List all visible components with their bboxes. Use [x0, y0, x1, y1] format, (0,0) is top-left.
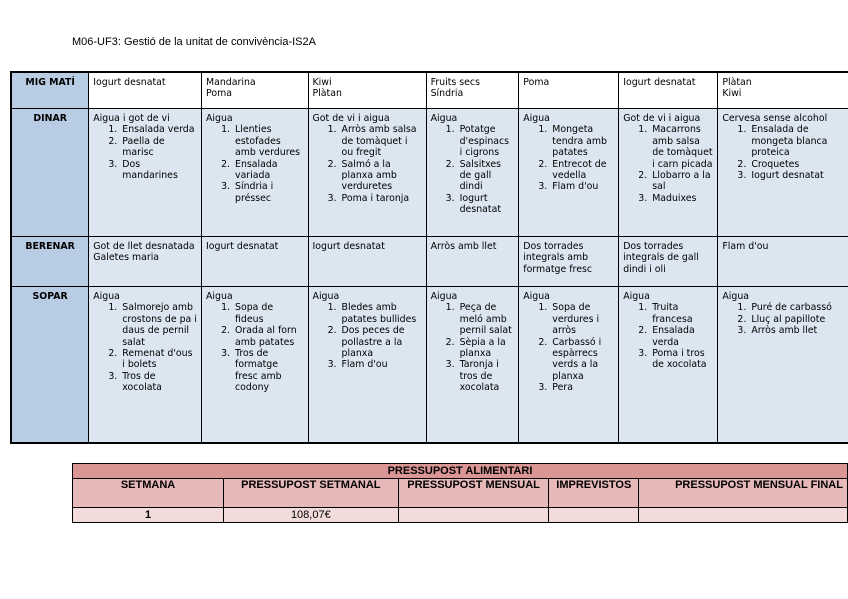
- dish-list: [431, 124, 515, 215]
- menu-cell-text: Aigua: [430, 291, 458, 302]
- meal-label: MIG MATÍ: [11, 72, 89, 109]
- dish-item: 2. Paella de marisc: [120, 136, 197, 159]
- dish-item: 3. Poma i tros de xocolata: [650, 348, 713, 371]
- menu-cell[interactable]: [426, 109, 519, 237]
- dish-list: [313, 124, 422, 204]
- menu-cell-text: Aigua: [206, 113, 233, 124]
- menu-cell-text: Iogurt desnatat: [623, 77, 696, 88]
- budget-header-weekly: PRESSUPOST SETMANAL: [224, 479, 399, 508]
- menu-cell-text: Plàtan Kiwi: [722, 77, 752, 100]
- menu-cell[interactable]: [718, 72, 848, 109]
- menu-cell-text: Aigua i got de vi: [93, 113, 170, 124]
- dish-item: 1. Truita francesa: [650, 302, 713, 325]
- document-title: M06-UF3: Gestió de la unitat de convivència-IS2A: [72, 36, 316, 48]
- dish-list: [722, 302, 844, 336]
- menu-cell[interactable]: [308, 72, 426, 109]
- dish-item: 1. Puré de carbassó: [749, 302, 844, 313]
- menu-cell-text: Arròs amb llet: [430, 241, 497, 252]
- dish-item: 2. Lluç al papillote: [749, 314, 844, 325]
- dish-item: 1. Mongeta tendra amb patates: [550, 124, 614, 158]
- menu-cell-text: Kiwi Plàtan: [312, 77, 342, 100]
- dish-item: 1. Ensalada verda: [120, 124, 197, 135]
- menu-cell[interactable]: [619, 72, 718, 109]
- dish-item: 2. Ensalada variada: [233, 159, 304, 182]
- menu-cell[interactable]: [619, 109, 718, 237]
- menu-cell[interactable]: [519, 287, 619, 444]
- menu-cell[interactable]: [519, 109, 619, 237]
- dish-list: [623, 124, 713, 204]
- menu-cell[interactable]: [89, 237, 202, 287]
- dish-list: [313, 302, 422, 370]
- dish-item: 3. Arròs amb llet: [749, 325, 844, 336]
- menu-cell[interactable]: [202, 287, 309, 444]
- budget-unforeseen-value[interactable]: [549, 508, 639, 523]
- dish-item: 3. Tros de formatge fresc amb codony: [233, 348, 304, 394]
- dish-item: 1. Sopa de fideus: [233, 302, 304, 325]
- menu-cell[interactable]: [519, 237, 619, 287]
- menu-cell-text: Aigua: [312, 291, 340, 302]
- dish-item: 3. Síndria i préssec: [233, 181, 304, 204]
- menu-cell[interactable]: [426, 287, 519, 444]
- dish-item: 1. Sopa de verdures i arròs: [550, 302, 614, 336]
- dish-item: 1. Macarrons amb salsa de tomàquet i carn picada: [650, 124, 713, 170]
- dish-item: 3. Poma i taronja: [340, 193, 422, 204]
- menu-cell[interactable]: [308, 287, 426, 444]
- dish-item: 3. Flam d'ou: [340, 359, 422, 370]
- budget-weekly-value[interactable]: 108,07€: [224, 508, 399, 523]
- menu-cell-text: Iogurt desnatat: [312, 241, 385, 252]
- meal-label: BERENAR: [11, 237, 89, 287]
- dish-item: 2. Carbassó i espàrrecs verds a la planxa: [550, 337, 614, 383]
- dish-item: 1. Potatge d'espinacs i cigrons: [458, 124, 515, 158]
- budget-header-unforeseen: IMPREVISTOS: [549, 479, 639, 508]
- dish-item: 2. Dos peces de pollastre a la planxa: [340, 325, 422, 359]
- dish-list: [623, 302, 713, 370]
- budget-header-final: PRESSUPOST MENSUAL FINAL: [639, 479, 848, 508]
- dish-item: 2. Croquetes: [749, 159, 844, 170]
- meal-label: SOPAR: [11, 287, 89, 444]
- dish-item: 3. Tros de xocolata: [120, 371, 197, 394]
- dish-item: 1. Llenties estofades amb verdures: [233, 124, 304, 158]
- dish-item: 2. Sèpia a la planxa: [458, 337, 515, 360]
- dish-item: 1. Salmorejo amb crostons de pa i daus de pernil salat: [120, 302, 197, 348]
- meal-row: [11, 287, 848, 444]
- menu-cell-text: Aigua: [93, 291, 120, 302]
- menu-cell-text: Fruits secs Síndria: [430, 77, 480, 100]
- dish-item: 1. Ensalada de mongeta blanca proteica: [749, 124, 844, 158]
- menu-cell-text: Flam d'ou: [722, 241, 769, 252]
- menu-cell-text: Iogurt desnatat: [93, 77, 166, 88]
- dish-item: 2. Salsitxes de gall dindi: [458, 159, 515, 193]
- dish-item: 3. Taronja i tros de xocolata: [458, 359, 515, 393]
- budget-monthly-value[interactable]: [398, 508, 549, 523]
- dish-list: [206, 302, 304, 393]
- menu-cell-text: Iogurt desnatat: [206, 241, 279, 252]
- dish-item: 3. Dos mandarines: [120, 159, 197, 182]
- dish-item: 2. Remenat d'ous i bolets: [120, 348, 197, 371]
- budget-header-monthly: PRESSUPOST MENSUAL: [398, 479, 549, 508]
- menu-cell[interactable]: [619, 237, 718, 287]
- menu-cell-text: Aigua: [523, 291, 550, 302]
- meal-row: [11, 237, 848, 287]
- menu-cell-text: Mandarina Poma: [206, 77, 256, 100]
- dish-item: 2. Orada al forn amb patates: [233, 325, 304, 348]
- dish-item: 2. Ensalada verda: [650, 325, 713, 348]
- menu-cell-text: Poma: [523, 77, 550, 88]
- menu-cell[interactable]: [308, 109, 426, 237]
- menu-cell-text: Aigua: [430, 113, 458, 124]
- menu-cell[interactable]: [519, 72, 619, 109]
- dish-item: 2. Llobarro a la sal: [650, 170, 713, 193]
- menu-cell-text: Got de vi i aigua: [312, 113, 390, 124]
- menu-cell-text: Dos torrades integrals de gall dindi i oli: [623, 241, 699, 275]
- menu-cell[interactable]: [202, 72, 309, 109]
- dish-list: [722, 124, 844, 181]
- menu-cell-text: Aigua: [523, 113, 550, 124]
- menu-cell[interactable]: [202, 109, 309, 237]
- menu-cell[interactable]: [718, 237, 848, 287]
- menu-cell-text: Aigua: [623, 291, 650, 302]
- weekly-menu-table: [10, 71, 848, 444]
- dish-list: [523, 302, 614, 393]
- menu-cell[interactable]: [89, 287, 202, 444]
- menu-cell[interactable]: [426, 72, 519, 109]
- meal-label: DINAR: [11, 109, 89, 237]
- menu-cell[interactable]: [718, 287, 848, 444]
- menu-cell-text: Cervesa sense alcohol: [722, 113, 828, 124]
- menu-cell-text: Got de vi i aigua: [623, 113, 701, 124]
- meal-row: [11, 109, 848, 237]
- dish-item: 3. Iogurt desnatat: [749, 170, 844, 181]
- food-budget-table: [72, 463, 848, 523]
- dish-item: 3. Iogurt desnatat: [458, 193, 515, 216]
- menu-cell-text: Got de llet desnatada Galetes maria: [93, 241, 195, 264]
- dish-list: [93, 302, 197, 393]
- dish-list: [206, 124, 304, 204]
- budget-week-value[interactable]: 1: [73, 508, 224, 523]
- budget-final-value[interactable]: [639, 508, 848, 523]
- menu-cell[interactable]: [202, 237, 309, 287]
- menu-cell-text: Aigua: [206, 291, 233, 302]
- menu-cell[interactable]: [89, 72, 202, 109]
- menu-cell[interactable]: [426, 237, 519, 287]
- dish-item: 3. Maduixes: [650, 193, 713, 204]
- dish-item: 3. Pera: [550, 382, 614, 393]
- menu-cell-text: Aigua: [722, 291, 750, 302]
- menu-cell[interactable]: [89, 109, 202, 237]
- meal-row: [11, 72, 848, 109]
- dish-item: 2. Salmó a la planxa amb verduretes: [340, 159, 422, 193]
- dish-list: [523, 124, 614, 192]
- menu-cell[interactable]: [308, 237, 426, 287]
- dish-list: [93, 124, 197, 181]
- budget-title: PRESSUPOST ALIMENTARI: [73, 464, 848, 479]
- menu-cell[interactable]: [619, 287, 718, 444]
- dish-item: 1. Arròs amb salsa de tomàquet i ou fregit: [340, 124, 422, 158]
- dish-list: [431, 302, 515, 393]
- dish-item: 1. Bledes amb patates bullides: [340, 302, 422, 325]
- dish-item: 1. Peça de meló amb pernil salat: [458, 302, 515, 336]
- dish-item: 3. Flam d'ou: [550, 181, 614, 192]
- dish-item: 2. Entrecot de vedella: [550, 159, 614, 182]
- menu-cell[interactable]: [718, 109, 848, 237]
- budget-header-week: SETMANA: [73, 479, 224, 508]
- menu-cell-text: Dos torrades integrals amb formatge fresc: [523, 241, 592, 275]
